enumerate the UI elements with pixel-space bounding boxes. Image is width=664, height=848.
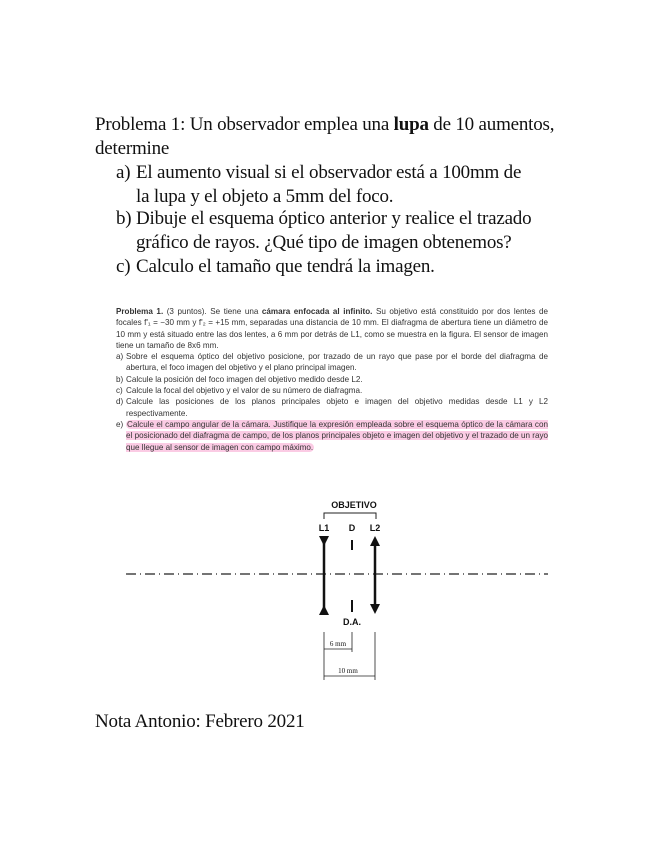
clip-item-label: b) [116, 374, 124, 384]
objetivo-label: OBJETIVO [331, 500, 377, 510]
dim-6-label: 6 mm [329, 640, 347, 648]
clip-bold-phrase: cámara enfocada al infinito. [261, 307, 373, 316]
problem-item-b [116, 207, 531, 255]
item-text: Calculo el tamaño que tendrá la imagen. [136, 256, 435, 277]
clip-text: Su objetivo está constituido por dos lentes de focales f'₁ = −30 mm y f'₂ = +15 mm, separadas una distancia de 10 mm. El diafragma de abertura tiene un diámetro de 10 mm y está situado entre las dos lentes, a 6 mm por detrás de L1, como se muestra en la figura. El sensor de imagen tiene un tamaño de 8x6 mm. [116, 307, 548, 350]
l1-label: L1 [318, 523, 330, 533]
clip-item-label: d) [116, 397, 124, 407]
lens-l2-top-head [370, 536, 380, 546]
clip-item-label: a) [116, 352, 124, 362]
lens-l1-bottom-head [319, 605, 329, 615]
clip-item-text: Calcule las posiciones de los planos principales objeto e imagen del objetivo medidas desde L1 y L2 respectivamente. [126, 397, 548, 418]
intro-text-end: de 10 aumentos, determine [95, 114, 555, 159]
clip-item-label: e) [116, 419, 124, 429]
item-text-cont: gráfico de rayos. ¿Qué tipo de imagen obtenemos? [136, 232, 512, 253]
dim-10-label: 10 mm [338, 667, 358, 675]
clip-item-text: Calcule la focal del objetivo y el valor de su número de diafragma. [126, 386, 363, 396]
problem-item-c [116, 255, 435, 279]
clip-item-e [116, 419, 548, 453]
item-label: c) [116, 256, 131, 277]
item-text: Dibuje el esquema óptico anterior y realice el trazado [136, 208, 532, 229]
problem-intro [95, 113, 555, 161]
clip-item-c [116, 385, 548, 396]
clip-item-text: Calcule la posición del foco imagen del objetivo medido desde L2. [126, 374, 363, 384]
clip-item-d [116, 396, 548, 419]
highlighted-text: Calcule el campo angular de la cámara. Justifique la expresión empleada sobre el esquema óptico de la cámara con el posicionado del diafragma de campo, de los planos principales objeto e imagen del objetivo y el trazado de un rayo que llegue al sensor de imagen con campo máximo. [126, 419, 548, 452]
item-text: El aumento visual si el observador está a 100mm de [136, 162, 522, 183]
intro-bold-word: lupa [393, 114, 429, 135]
item-label: a) [116, 162, 131, 183]
l2-label: L2 [369, 523, 381, 533]
problem-item-a [116, 161, 521, 209]
da-label: D.A. [343, 617, 361, 627]
objetivo-bracket [324, 513, 376, 519]
d-label: D [348, 523, 356, 533]
lens-l1-top-head [319, 536, 329, 546]
optical-diagram [116, 494, 548, 684]
clip-title-paragraph [116, 306, 548, 351]
clip-text: (3 puntos). Se tiene una [163, 307, 262, 316]
item-label: b) [116, 208, 132, 229]
intro-text: Problema 1: Un observador emplea una [95, 114, 394, 135]
lens-l2-bottom-head [370, 604, 380, 614]
clip-item-text: Sobre el esquema óptico del objetivo posicione, por trazado de un rayo que pase por el borde del diafragma de abertura, el foco imagen del objetivo y el plano principal imagen. [126, 352, 548, 373]
item-text-cont: la lupa y el objeto a 5mm del foco. [136, 186, 394, 207]
footer-note: Nota Antonio: Febrero 2021 [95, 711, 305, 732]
clip-item-a [116, 351, 548, 374]
clip-item-b [116, 374, 548, 385]
clip-item-label: c) [116, 386, 123, 396]
clip-title: Problema 1. [116, 307, 164, 316]
